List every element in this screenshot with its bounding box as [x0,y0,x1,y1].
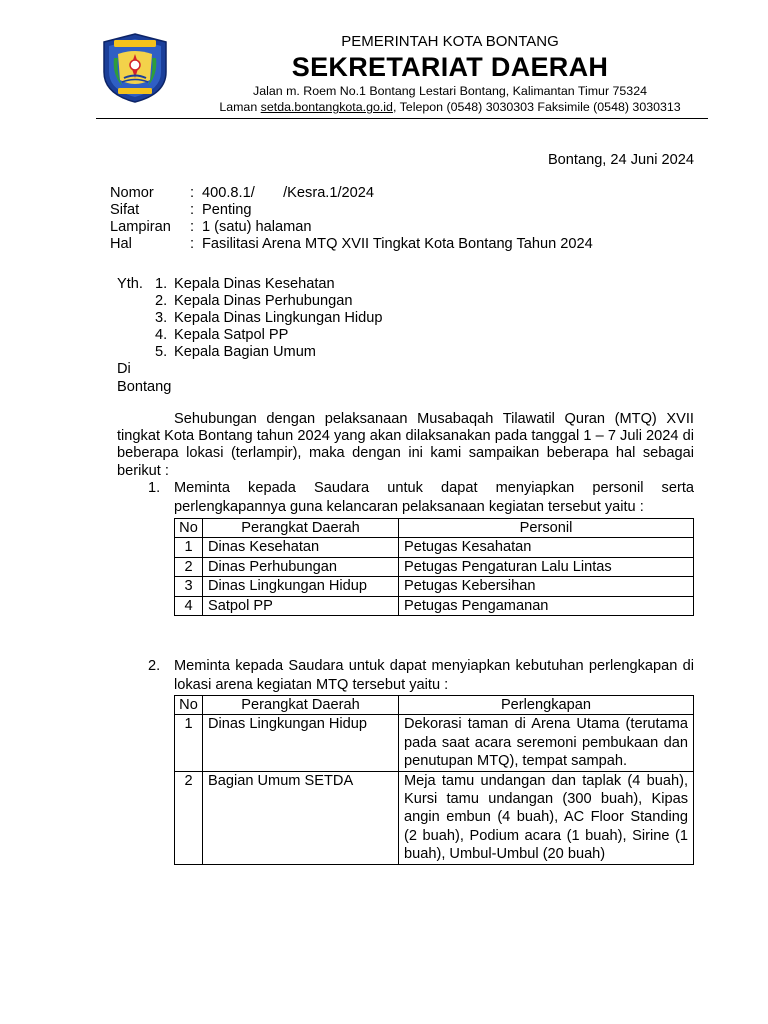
table-row: 2 Dinas Perhubungan Petugas Pengaturan Lalu Lintas [175,557,694,576]
letterhead-government: PEMERINTAH KOTA BONTANG [341,33,559,50]
letter-meta [110,185,593,253]
table-header [175,696,694,715]
recipient-item: 5. Kepala Bagian Umum [155,344,316,360]
letterhead-address: Jalan m. Roem No.1 Bontang Lestari Bontang, Kalimantan Timur 75324 [253,84,647,98]
website-link[interactable]: setda.bontangkota.go.id [260,100,393,114]
recipient-item: Yth. 1. Kepala Dinas Kesehatan [117,276,335,292]
meta-lampiran: Lampiran : 1 (satu) halaman [110,219,312,235]
col-perangkat-daerah: Perangkat Daerah [203,696,399,715]
recipient-item: 3. Kepala Dinas Lingkungan Hidup [155,310,383,326]
personnel-table [174,518,694,616]
recipient-item: 4. Kepala Satpol PP [155,327,289,343]
table-row: 4 Satpol PP Petugas Pengamanan [175,596,694,615]
kota-bontang-logo [100,32,170,104]
table-row: 3 Dinas Lingkungan Hidup Petugas Kebersihan [175,577,694,596]
intro-paragraph: Sehubungan dengan pelaksanaan Musabaqah Tilawatil Quran (MTQ) XVII tingkat Kota Bontang tahun 2024 yang akan dilaksanakan pada tanggal 1 – 7 Juli 2024 di beberapa lokasi (terlampir), maka dengan ini kami sampaikan beberapa hal sebagai berikut : [117,411,694,479]
table-row: 1 Dinas Kesehatan Petugas Kesahatan [175,538,694,557]
letterhead-office: SEKRETARIAT DAERAH [291,52,609,82]
col-perangkat-daerah: Perangkat Daerah [203,519,399,538]
recipient-place: Bontang [117,378,172,395]
col-no: No [175,696,203,715]
table-row: 1 Dinas Lingkungan Hidup Dekorasi taman di Arena Utama (terutama pada saat acara seremoni pembukaan dan penutupan MTQ), tempat sampah. [175,715,694,771]
table-header [175,519,694,538]
recipients [117,276,383,396]
col-no: No [175,519,203,538]
col-perlengkapan: Perlengkapan [399,696,694,715]
recipient-item: 2. Kepala Dinas Perhubungan [155,293,353,309]
point-2: 2. Meminta kepada Saudara untuk dapat menyiapkan kebutuhan perlengkapan di lokasi arena kegiatan MTQ tersebut yaitu : [148,658,694,693]
meta-sifat: Sifat : Penting [110,202,252,218]
contact-suffix: , Telepon (0548) 3030303 Faksimile (0548) 3030313 [392,100,681,114]
col-personil: Personil [399,519,694,538]
meta-nomor: Nomor : 400.8.1/ /Kesra.1/2024 [110,185,374,201]
point-1: 1. Meminta kepada Saudara untuk dapat menyiapkan personil serta perlengkapannya guna kelancaran pelaksanaan kegiatan tersebut yaitu : [148,480,694,515]
equipment-table [174,695,694,865]
letterhead-divider [96,118,708,119]
letterhead-contact [180,100,720,114]
table-row: 2 Bagian Umum SETDA Meja tamu undangan dan taplak (4 buah), Kursi tamu undangan (300 buah), Kipas angin embun (4 buah), AC Floor Standing (2 buah), Podium acara (1 buah), Sirine (1 buah), Umbul-Umbul (20 buah) [175,771,694,864]
meta-hal: Hal : Fasilitasi Arena MTQ XVII Tingkat Kota Bontang Tahun 2024 [110,236,593,252]
recipient-di: Di [117,361,131,377]
letter-date: Bontang, 24 Juni 2024 [547,152,694,168]
contact-prefix: Laman [219,100,261,114]
